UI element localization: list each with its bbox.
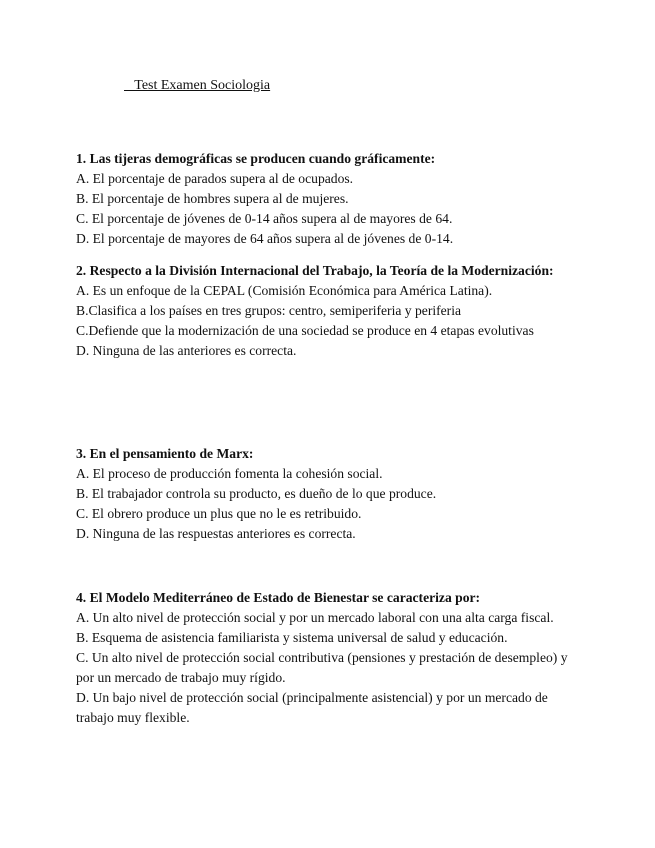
question-2-option-a: A. Es un enfoque de la CEPAL (Comisión Económica para América Latina). (76, 283, 493, 298)
question-3-options (76, 464, 586, 544)
question-4-option-a: A. Un alto nivel de protección social y por un mercado laboral con una alta carga fiscal. (76, 610, 554, 625)
question-4-option-c: C. Un alto nivel de protección social contributiva (pensiones y prestación de desempleo) y por un mercado de trabajo muy rígido. (76, 650, 568, 685)
question-3-option-d: D. Ninguna de las respuestas anteriores es correcta. (76, 526, 356, 541)
question-2 (76, 261, 586, 361)
question-1 (76, 149, 586, 249)
question-3-option-a: A. El proceso de producción fomenta la cohesión social. (76, 466, 383, 481)
document-title: Test Examen Sociologia (124, 78, 271, 93)
question-2-option-d: D. Ninguna de las anteriores es correcta. (76, 343, 297, 358)
question-4-option-d: D. Un bajo nivel de protección social (principalmente asistencial) y por un mercado de trabajo muy flexible. (76, 690, 548, 725)
question-3-text: 3. En el pensamiento de Marx: (76, 446, 254, 461)
question-1-option-a: A. El porcentaje de parados supera al de ocupados. (76, 171, 354, 186)
question-4-option-b: B. Esquema de asistencia familiarista y sistema universal de salud y educación. (76, 630, 508, 645)
question-1-option-c: C. El porcentaje de jóvenes de 0-14 años supera al de mayores de 64. (76, 211, 453, 226)
question-3-option-c: C. El obrero produce un plus que no le es retribuido. (76, 506, 362, 521)
question-2-options (76, 281, 586, 361)
question-3-option-b: B. El trabajador controla su producto, es dueño de lo que produce. (76, 486, 437, 501)
question-4 (76, 588, 586, 728)
question-3 (76, 444, 586, 544)
question-4-text: 4. El Modelo Mediterráneo de Estado de Bienestar se caracteriza por: (76, 590, 481, 605)
question-2-option-c: C.Defiende que la modernización de una sociedad se produce en 4 etapas evolutivas (76, 323, 534, 338)
question-2-option-b: B.Clasifica a los países en tres grupos: centro, semiperiferia y periferia (76, 303, 462, 318)
question-1-option-b: B. El porcentaje de hombres supera al de mujeres. (76, 191, 349, 206)
question-1-option-d: D. El porcentaje de mayores de 64 años supera al de jóvenes de 0-14. (76, 231, 454, 246)
question-2-text: 2. Respecto a la División Internacional del Trabajo, la Teoría de la Modernización: (76, 263, 554, 278)
question-1-options (76, 169, 586, 249)
question-4-options (76, 608, 586, 728)
question-1-text: 1. Las tijeras demográficas se producen cuando gráficamente: (76, 151, 436, 166)
